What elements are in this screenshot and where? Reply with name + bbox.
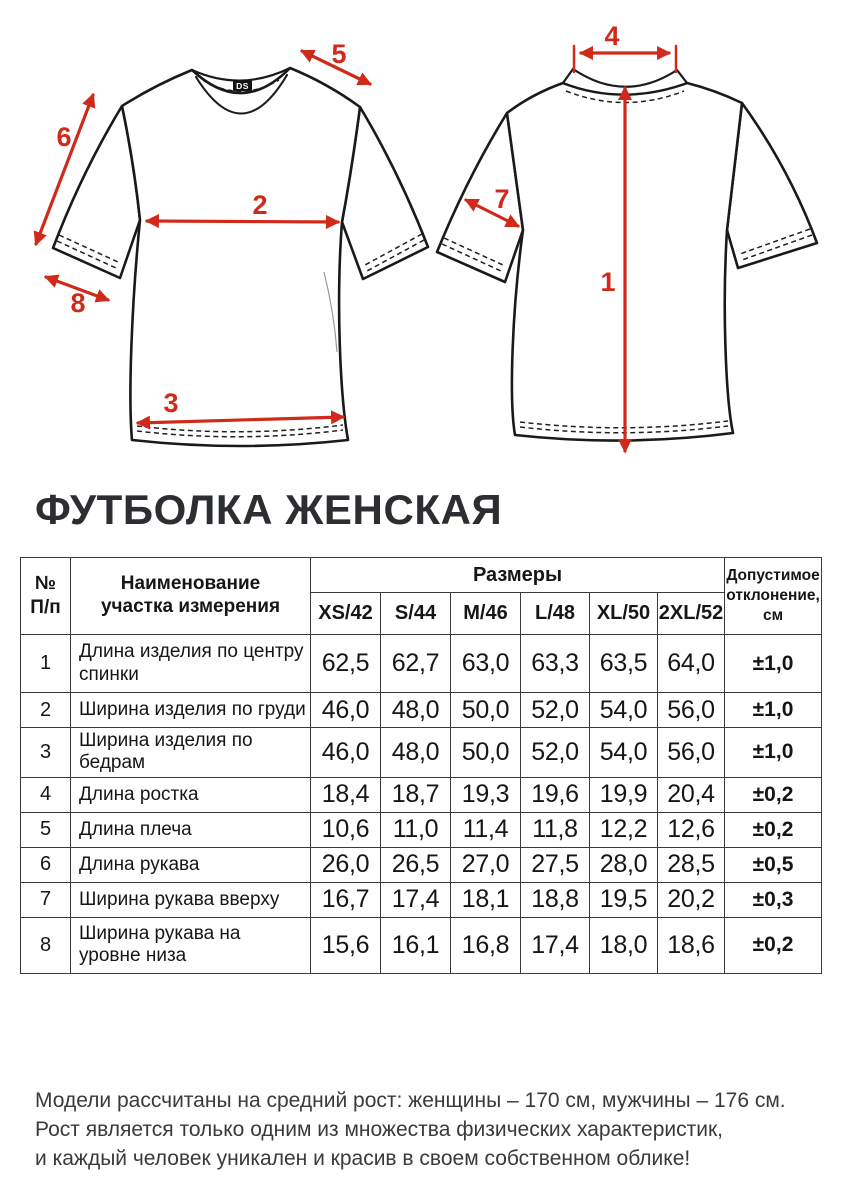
size-value-cell: 26,5	[381, 847, 451, 882]
size-value-cell: 19,9	[590, 777, 658, 812]
table-row	[21, 812, 822, 847]
size-value-cell: 16,7	[311, 882, 381, 917]
table-row	[21, 917, 822, 973]
size-value-cell: 63,0	[451, 635, 521, 693]
measurement-name-cell: Ширина изделия по бедрам	[71, 728, 311, 778]
header-size-xs: XS/42	[311, 593, 381, 635]
size-value-cell: 18,1	[451, 882, 521, 917]
tolerance-cell: ±1,0	[725, 728, 822, 778]
row-number-cell: 8	[21, 917, 71, 973]
size-value-cell: 18,6	[658, 917, 725, 973]
table-row	[21, 728, 822, 778]
header-size-xl: XL/50	[590, 593, 658, 635]
header-row-number	[21, 558, 71, 635]
size-value-cell: 28,0	[590, 847, 658, 882]
measurement-name-cell: Длина изделия по центру спинки	[71, 635, 311, 693]
size-value-cell: 64,0	[658, 635, 725, 693]
page-title: ФУТБОЛКА ЖЕНСКАЯ	[35, 486, 503, 533]
size-value-cell: 11,0	[381, 812, 451, 847]
tshirt-front-view	[53, 68, 428, 446]
measure-label-3: 3	[163, 388, 179, 418]
measurement-name-cell: Длина ростка	[71, 777, 311, 812]
tolerance-cell: ±0,2	[725, 917, 822, 973]
size-value-cell: 63,3	[521, 635, 590, 693]
size-value-cell: 17,4	[521, 917, 590, 973]
header-tolerance: Допустимое отклонение, см	[725, 558, 822, 635]
tolerance-cell: ±0,2	[725, 812, 822, 847]
size-table	[20, 557, 822, 974]
size-value-cell: 56,0	[658, 728, 725, 778]
size-value-cell: 19,5	[590, 882, 658, 917]
measure-label-4: 4	[604, 21, 620, 51]
size-value-cell: 19,3	[451, 777, 521, 812]
row-number-cell: 2	[21, 693, 71, 728]
front-body-outline	[122, 68, 360, 446]
header-size-l: L/48	[521, 593, 590, 635]
measure-arrow-2	[147, 221, 338, 222]
size-value-cell: 52,0	[521, 728, 590, 778]
size-value-cell: 10,6	[311, 812, 381, 847]
front-collar-back-edge	[192, 68, 290, 81]
fit-note	[35, 1086, 825, 1173]
measure-label-2: 2	[252, 190, 268, 220]
tolerance-cell: ±0,2	[725, 777, 822, 812]
header-sizes-group: Размеры	[311, 558, 725, 593]
size-value-cell: 63,5	[590, 635, 658, 693]
header-size-m: M/46	[451, 593, 521, 635]
table-row	[21, 882, 822, 917]
table-row	[21, 635, 822, 693]
row-number-cell: 1	[21, 635, 71, 693]
size-value-cell: 11,8	[521, 812, 590, 847]
size-value-cell: 27,0	[451, 847, 521, 882]
size-value-cell: 62,7	[381, 635, 451, 693]
size-value-cell: 28,5	[658, 847, 725, 882]
fit-note-line3: и каждый человек уникален и красив в своем собственном облике!	[35, 1147, 691, 1170]
tshirt-measurement-diagram	[0, 0, 841, 478]
size-value-cell: 54,0	[590, 728, 658, 778]
size-value-cell: 52,0	[521, 693, 590, 728]
fit-note-line2: Рост является только одним из множества физических характеристик,	[35, 1118, 724, 1141]
size-value-cell: 11,4	[451, 812, 521, 847]
tolerance-cell: ±1,0	[725, 635, 822, 693]
size-table-header	[21, 558, 822, 635]
size-value-cell: 12,6	[658, 812, 725, 847]
size-value-cell: 17,4	[381, 882, 451, 917]
size-value-cell: 48,0	[381, 728, 451, 778]
size-value-cell: 62,5	[311, 635, 381, 693]
row-number-cell: 3	[21, 728, 71, 778]
size-value-cell: 50,0	[451, 728, 521, 778]
size-value-cell: 15,6	[311, 917, 381, 973]
size-value-cell: 18,7	[381, 777, 451, 812]
table-row	[21, 847, 822, 882]
table-row	[21, 777, 822, 812]
row-number-cell: 4	[21, 777, 71, 812]
row-number-cell: 7	[21, 882, 71, 917]
size-value-cell: 16,1	[381, 917, 451, 973]
size-value-cell: 50,0	[451, 693, 521, 728]
tshirt-back-view	[437, 69, 817, 441]
size-value-cell: 19,6	[521, 777, 590, 812]
measure-label-5: 5	[331, 39, 347, 69]
measure-label-6: 6	[56, 122, 72, 152]
header-size-2xl: 2XL/52	[658, 593, 725, 635]
fit-note-line1: Модели рассчитаны на средний рост: женщины – 170 см, мужчины – 176 см.	[35, 1089, 786, 1112]
size-value-cell: 46,0	[311, 693, 381, 728]
measure-label-1: 1	[600, 267, 616, 297]
row-number-cell: 5	[21, 812, 71, 847]
header-size-s: S/44	[381, 593, 451, 635]
back-sleeve-right	[727, 103, 817, 268]
size-value-cell: 46,0	[311, 728, 381, 778]
header-num-line2: П/п	[30, 597, 61, 618]
tolerance-cell: ±0,3	[725, 882, 822, 917]
measurement-name-cell: Длина плеча	[71, 812, 311, 847]
measure-label-7: 7	[494, 184, 510, 214]
size-value-cell: 18,8	[521, 882, 590, 917]
measurement-name-cell: Длина рукава	[71, 847, 311, 882]
size-value-cell: 26,0	[311, 847, 381, 882]
tolerance-cell: ±1,0	[725, 693, 822, 728]
measurement-name-cell: Ширина изделия по груди	[71, 693, 311, 728]
size-value-cell: 20,2	[658, 882, 725, 917]
measurement-name-cell: Ширина рукава на уровне низа	[71, 917, 311, 973]
header-num-line1: №	[34, 573, 57, 595]
row-number-cell: 6	[21, 847, 71, 882]
header-measurement-name: Наименование участка измерения	[71, 558, 311, 635]
measurement-name-cell: Ширина рукава вверху	[71, 882, 311, 917]
table-row	[21, 693, 822, 728]
size-value-cell: 48,0	[381, 693, 451, 728]
measure-label-8: 8	[70, 288, 86, 318]
size-table-body	[21, 635, 822, 974]
size-value-cell: 16,8	[451, 917, 521, 973]
collar-brand-text: DS	[236, 81, 249, 91]
size-value-cell: 18,0	[590, 917, 658, 973]
size-value-cell: 56,0	[658, 693, 725, 728]
size-value-cell: 18,4	[311, 777, 381, 812]
size-value-cell: 12,2	[590, 812, 658, 847]
size-value-cell: 27,5	[521, 847, 590, 882]
size-value-cell: 54,0	[590, 693, 658, 728]
tolerance-cell: ±0,5	[725, 847, 822, 882]
size-value-cell: 20,4	[658, 777, 725, 812]
